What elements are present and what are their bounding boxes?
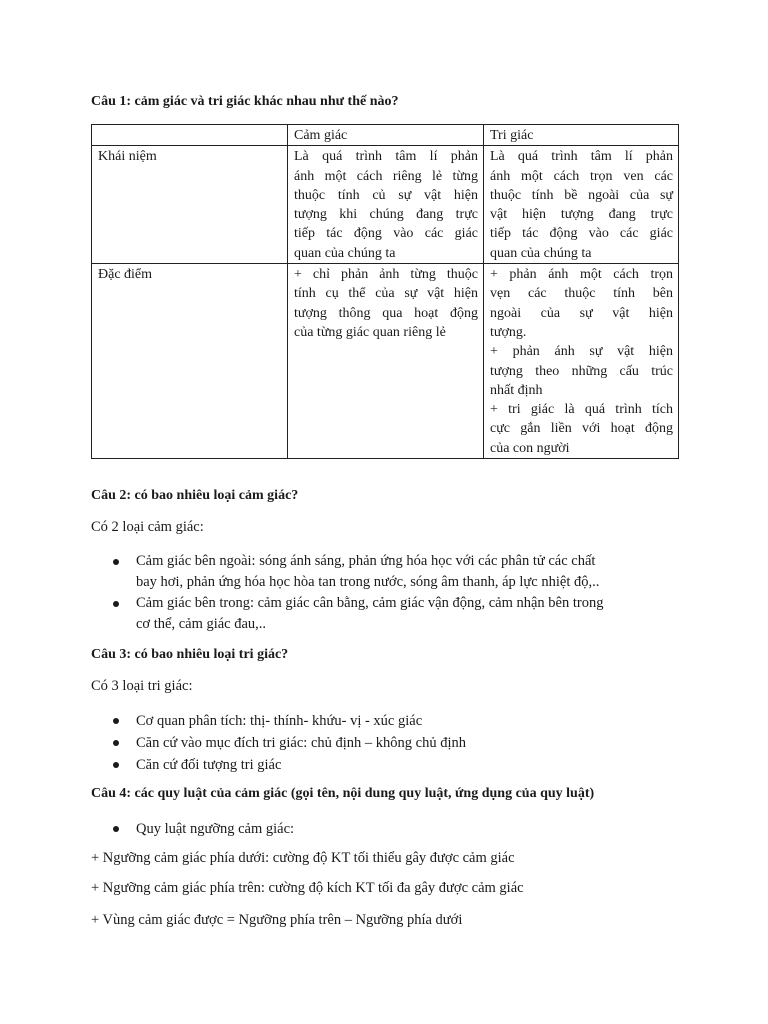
table-row xyxy=(92,146,679,264)
table-header-cell: Cảm giác xyxy=(288,125,484,146)
q4-line: + Ngưỡng cảm giác phía dưới: cường độ KT tối thiểu gây được cảm giác xyxy=(91,850,515,866)
list-item-line: bay hơi, phản ứng hóa học hòa tan trong nước, sóng âm thanh, áp lực nhiệt độ,.. xyxy=(136,574,600,590)
q4-list xyxy=(110,818,294,840)
cell-line: tượng khi chúng đang trực xyxy=(294,207,478,223)
q4-line: + Ngưỡng cảm giác phía trên: cường độ kích KT tối đa gây được cảm giác xyxy=(91,880,524,896)
cell-line: tượng thông qua hoạt động xyxy=(294,305,478,321)
table-cell xyxy=(288,264,484,459)
cell-line: ánh một cách riêng lẻ từng xyxy=(294,168,478,184)
cell-line: vật hiện tượng đang trực xyxy=(490,207,673,223)
cell-line: quan của chúng ta xyxy=(490,245,592,261)
comparison-table xyxy=(91,124,679,459)
list-item xyxy=(110,551,603,593)
q4-line: + Vùng cảm giác được = Ngưỡng phía trên – Ngưỡng phía dưới xyxy=(91,912,463,928)
list-item: Căn cứ đối tượng tri giác xyxy=(110,754,466,776)
q2-intro: Có 2 loại cảm giác: xyxy=(91,519,204,535)
list-item xyxy=(110,593,603,635)
table-cell xyxy=(484,264,679,459)
list-item: Căn cứ vào mục đích tri giác: chủ định – không chủ định xyxy=(110,732,466,754)
q2-list xyxy=(110,551,603,635)
list-item: Quy luật ngưỡng cảm giác: xyxy=(110,818,294,840)
cell-line: tiếp tác động vào các giác xyxy=(294,226,478,242)
cell-line: ánh một cách trọn ven các xyxy=(490,168,673,184)
cell-line: Là quá trình tâm lí phản xyxy=(294,149,478,165)
cell-line: tiếp tác động vào các giác xyxy=(490,226,673,242)
cell-line: Là quá trình tâm lí phản xyxy=(490,149,673,165)
row-label: Đặc điểm xyxy=(92,264,288,459)
cell-line: của con người xyxy=(490,440,570,456)
table-header-row xyxy=(92,125,679,146)
cell-line: vẹn các thuộc tính bên xyxy=(490,286,673,302)
cell-line: tính cụ thể của sự vật hiện xyxy=(294,286,478,302)
list-item: Cơ quan phân tích: thị- thính- khứu- vị - xúc giác xyxy=(110,710,466,732)
cell-line: của từng giác quan riêng lẻ xyxy=(294,324,446,340)
q3-title: Câu 3: có bao nhiêu loại tri giác? xyxy=(91,647,289,662)
cell-line: + phản ánh một cách trọn xyxy=(490,267,673,283)
cell-line: cực gắn liền với hoạt động xyxy=(490,421,673,437)
cell-line: ngoài của sự vật hiện xyxy=(490,305,673,321)
list-item-line: cơ thể, cảm giác đau,.. xyxy=(136,616,267,632)
row-label: Khái niệm xyxy=(92,146,288,264)
cell-line: thuộc tính củ sự vật hiện xyxy=(294,187,478,203)
q2-title: Câu 2: có bao nhiêu loại cảm giác? xyxy=(91,488,299,503)
cell-line: thuộc tính bề ngoài của sự xyxy=(490,187,673,203)
table-cell xyxy=(288,146,484,264)
table-row xyxy=(92,264,679,459)
cell-line: quan của chúng ta xyxy=(294,245,396,261)
q3-list xyxy=(110,710,466,776)
q3-intro: Có 3 loại tri giác: xyxy=(91,678,193,694)
cell-line: + tri giác là quá trình tích xyxy=(490,402,673,418)
cell-line: tượng theo những cấu trúc xyxy=(490,363,673,379)
q4-title: Câu 4: các quy luật của cảm giác (gọi tên, nội dung quy luật, ứng dụng của quy luật) xyxy=(91,786,595,801)
table-header-cell: Tri giác xyxy=(484,125,679,146)
cell-line: + phản ánh sự vật hiện xyxy=(490,344,673,360)
list-item-line: Cảm giác bên ngoài: sóng ánh sáng, phản ứng hóa học với các phân tử các chất xyxy=(136,553,596,569)
cell-line: nhất định xyxy=(490,382,543,398)
cell-line: + chỉ phản ảnh từng thuộc xyxy=(294,267,478,283)
q1-title: Câu 1: cảm giác và tri giác khác nhau như thế nào? xyxy=(91,94,399,109)
cell-line: tượng. xyxy=(490,324,527,340)
table-header-cell xyxy=(92,125,288,146)
table-cell xyxy=(484,146,679,264)
list-item-line: Cảm giác bên trong: cảm giác cân bằng, cảm giác vận động, cảm nhận bên trong xyxy=(136,595,604,611)
